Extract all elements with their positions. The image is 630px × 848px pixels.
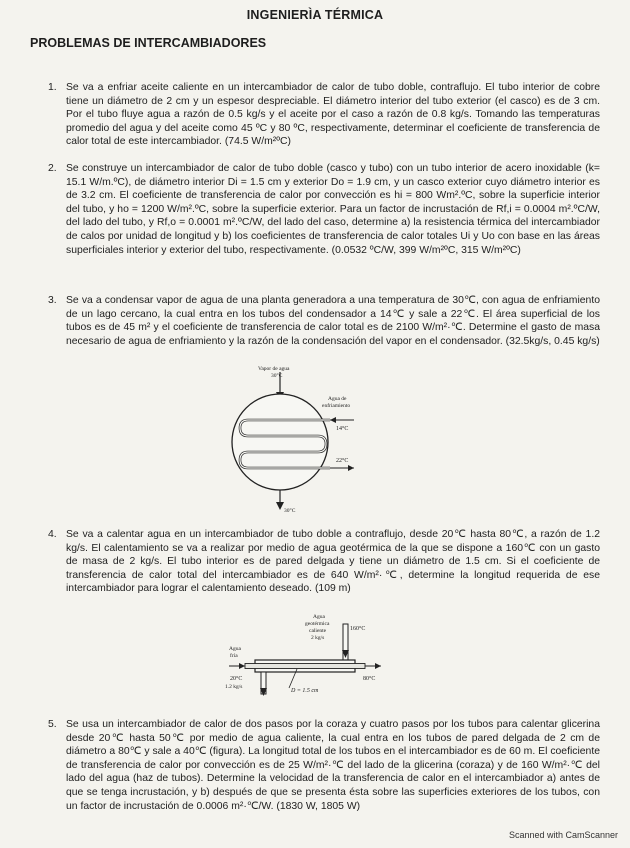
geo-temp: 160°C: [350, 626, 366, 632]
cooling-label-2: enfriamiento: [322, 403, 351, 409]
problem-number: 3.: [48, 295, 57, 306]
problem-4: [48, 528, 600, 596]
cold-temp: 20°C: [230, 676, 243, 682]
problem-3: [48, 294, 600, 348]
problem-answer: (32.5kg/s, 0.45 kg/s): [505, 335, 600, 347]
page-title: INGENIERÌA TÉRMICA: [246, 8, 384, 22]
double-pipe-diagram: [225, 610, 390, 705]
problem-number: 2.: [48, 163, 57, 174]
cooling-out-temp: 22°C: [336, 458, 349, 464]
condensate-temp: 30°C: [284, 508, 296, 514]
problem-text: Se va a enfriar aceite caliente en un intercambiador de calor de tubo doble, contraflujo. El tubo interior de cobre tiene un diámetro de 2 cm y un espesor despreciable. El diámetro interior del tubo exterior (el casco) es de 3 cm. Por el tubo fluye agua a razón de 0.5 kg/s y el aceite por el caso a razón de 0.8 kg/s. Tomando las temperaturas promedio del agua y del aceite como 45 ºC y 80 ºC, respectivamente, determinar el coeficiente de transferencia de calor total de este intercambiador.: [66, 82, 600, 148]
warm-out-temp: 80°C: [363, 676, 376, 682]
cold-label-1: Agua: [229, 646, 241, 652]
cooling-label-1: Agua de: [328, 396, 347, 402]
geo-label-4: 2 kg/s: [311, 635, 325, 641]
double-pipe-figure: [225, 610, 390, 705]
problem-text: Se usa un intercambiador de calor de dos pasos por la coraza y cuatro pasos por los tubos para calentar glicerina desde 20℃ hasta 50℃ por medio de agua caliente, la cual entra en los tubos de pared delgada de 2 cm de diámetro a 80℃ y sale a 40℃ (figura). La longitud total de los tubos en el intercambiador es de 60 m. El coeficiente de transferencia de calor por convección es de 25 W/m²·℃ del lado de la glicerina (coraza) y de 160 W/m²·℃ del lado del agua (haz de tubos). Determine la velocidad de la transferencia de calor en el intercambiador a) antes de que se tenga incrustación, y b) después de que se presenta ésta sobre las superficies exteriores de los tubos, con un factor de incrustación de 0.0006 m²·℃/W.: [66, 719, 600, 812]
problem-number: 1.: [48, 82, 57, 93]
steam-temp-label: 30°C: [271, 373, 283, 379]
scanner-watermark: Scanned with CamScanner: [508, 830, 618, 840]
condenser-shell: [232, 394, 328, 490]
cooling-out-arrow-icon: [348, 465, 354, 471]
cold-in-arrow-icon: [239, 663, 245, 669]
geo-label-1: Agua: [313, 614, 325, 620]
problem-text: Se va a calentar agua en un intercambiador de tubo doble a contraflujo, desde 20℃ hasta 80℃, a razón de 1.2 kg/s. El calentamiento se va a realizar por medio de agua geotérmica de la que se dispone a 160℃ con un gasto de masa de 2 kg/s. El tubo interior es de pared delgada y tiene un diámetro de 1.5 cm. Si el coeficiente de transferencia de calor total del intercambiador es de 640 W/m²·℃, determine la longitud requerida de ese intercambiador para lograr el calentamiento deseado.: [66, 529, 600, 595]
problem-5: [48, 718, 600, 813]
geo-label-2: geotérmica: [305, 621, 330, 627]
problem-text: Se construye un intercambiador de calor de tubo doble (casco y tubo) con un tubo interior de acero inoxidable (k= 15.1 W/m.ºC), de diámetro interior Di = 1.5 cm y exterior Do = 1.9 cm, y un casco exterior cuyo diámetro interior es de 3.2 cm. El coeficiente de transferencia de calor por convección es hi = 800 Wm².ºC, sobre la superficie interior del tubo, y ho = 1200 W/m².ºC, sobre la superficie exterior. Para un factor de incrustación de Rf,i = 0.0004 m².ºC/W, del lado del tubo, y Rf,o = 0.0001 m².ºC/W, del lado del caso, determine a) la resistencia térmica del intercambiador de calos por unidad de longitud y b) los coeficientes de transferencia de calor totales Ui y Uo con base en las áreas superficiales interior y exterior del tubo, respectivamente.: [66, 163, 600, 256]
cooling-in-temp: 14°C: [336, 426, 349, 432]
problem-1: [48, 81, 600, 149]
section-title: PROBLEMAS DE INTERCAMBIADORES: [30, 36, 267, 50]
problem-text: Se va a condensar vapor de agua de una planta generadora a una temperatura de 30℃, con agua de enfriamiento de un lago cercano, la cual entra en los tubos del condensador a 14℃ y sale a 22℃. El área superficial de los tubos es de 45 m² y el coeficiente de transferencia de calor total es de 2100 W/m²·℃. Determine el gasto de masa necesario de agua de enfriamiento y la razón de la condensación del vapor en el condensador.: [66, 295, 600, 347]
steam-label: Vapor de agua: [258, 366, 290, 372]
problem-number: 5.: [48, 719, 57, 730]
condenser-figure: [218, 362, 368, 517]
warm-out-arrow-icon: [375, 663, 381, 669]
cooling-in-arrow-icon: [330, 417, 336, 423]
cold-flow: 1.2 kg/s: [225, 684, 243, 690]
cold-label-2: fría: [230, 653, 238, 659]
problem-answer: (1830 W, 1805 W): [276, 800, 361, 812]
problem-answer: (0.0532 ºC/W, 399 W/m²ºC, 315 W/m²ºC): [331, 244, 521, 256]
diameter-label: D = 1.5 cm: [291, 688, 319, 694]
geo-label-3: caliente: [309, 628, 327, 634]
problem-answer: (74.5 W/m²ºC): [224, 136, 291, 148]
problem-number: 4.: [48, 529, 57, 540]
condenser-diagram: [218, 362, 368, 517]
condensate-arrow-icon: [276, 502, 284, 510]
inner-tube: [245, 664, 365, 669]
problem-2: [48, 162, 600, 257]
problem-answer: (109 m): [314, 583, 351, 595]
